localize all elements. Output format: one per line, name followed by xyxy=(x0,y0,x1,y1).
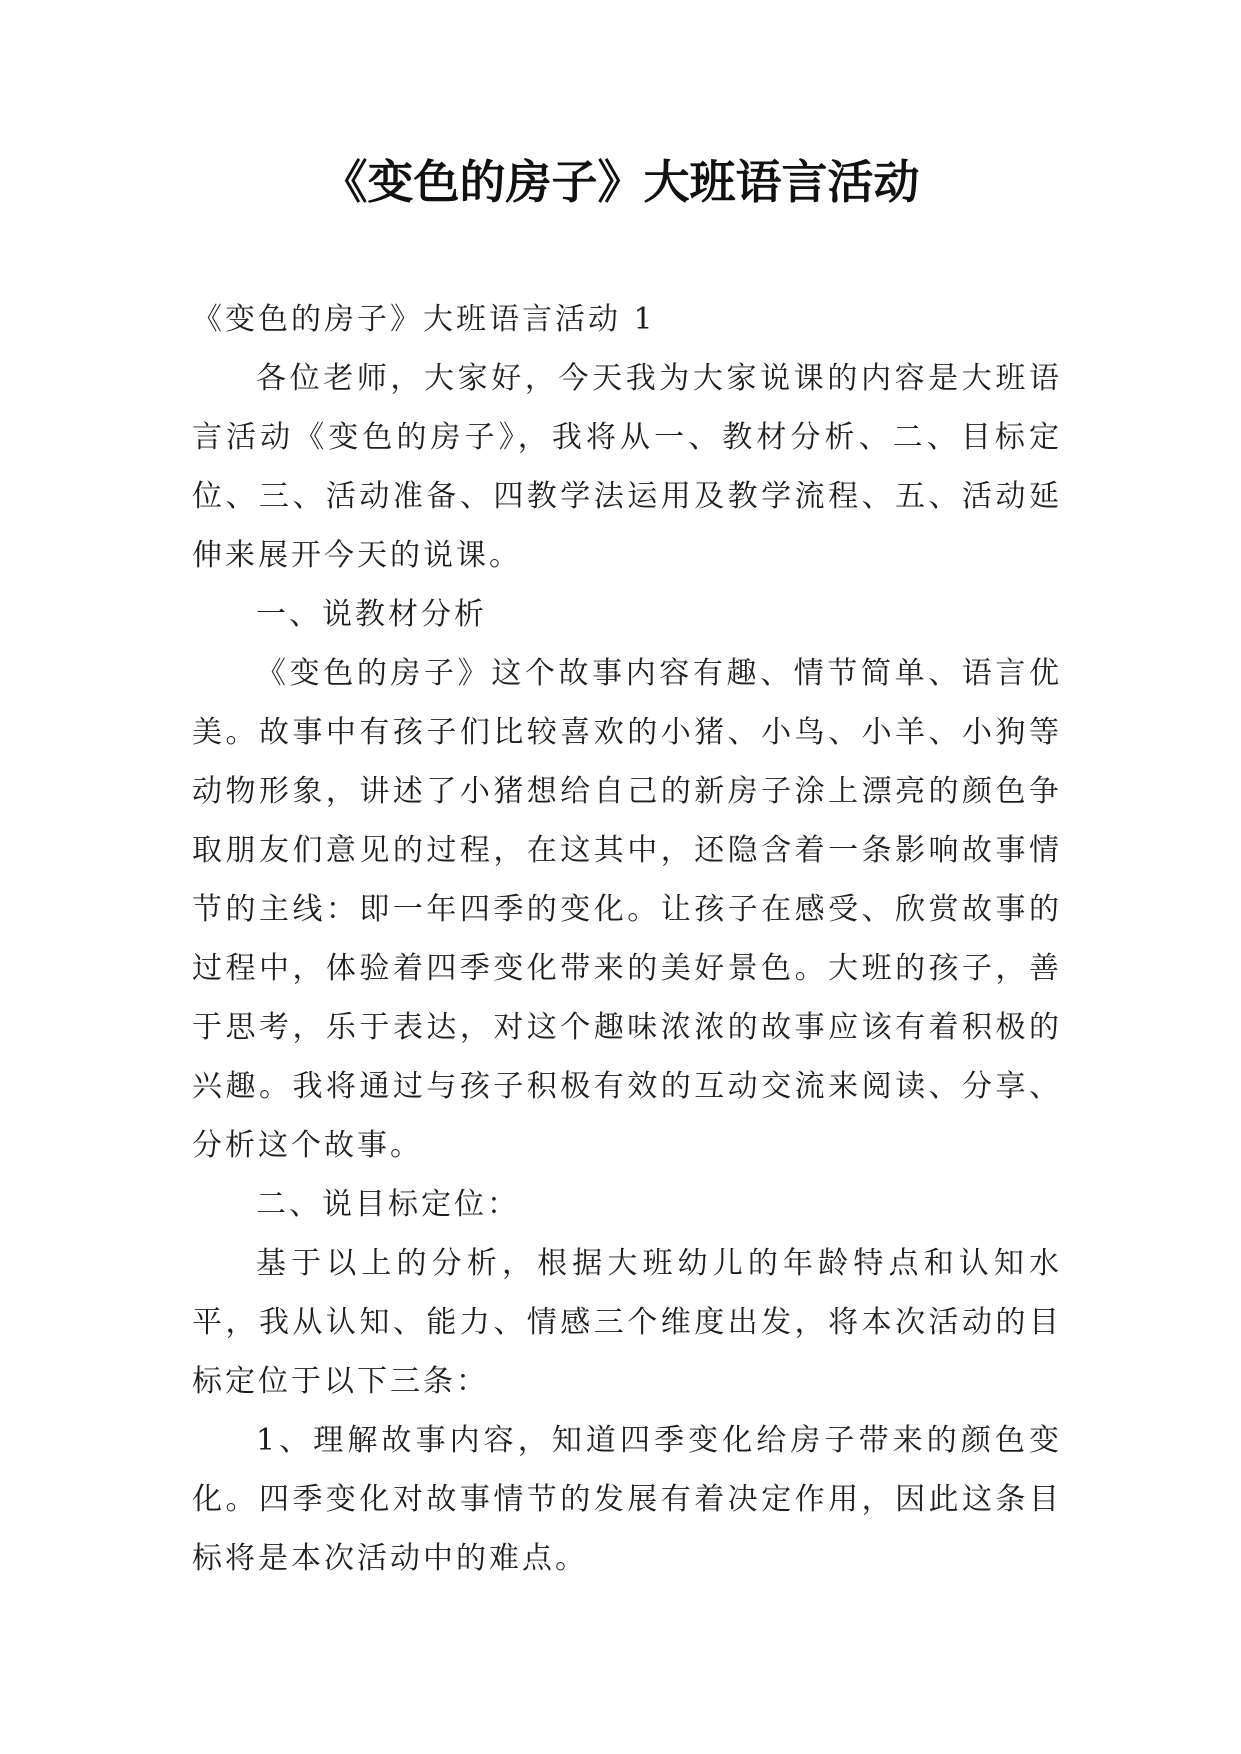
heading-goal-positioning: 二、说目标定位： xyxy=(256,1187,520,1222)
paragraph-textbook-analysis: 《变色的房子》这个故事内容有趣、情节简单、语言优美。故事中有孩子们比较喜欢的小猪、小鸟、小羊、小狗等动物形象，讲述了小猪想给自己的新房子涂上漂亮的颜色争取朋友们意见的过程，在这其中，还隐含着一条影响故事情节的主线：即一年四季的变化。让孩子在感受、欣赏故事的过程中，体验着四季变化带来的美好景色。大班的孩子，善于思考，乐于表达，对这个趣味浓浓的故事应该有着积极的兴趣。我将通过与孩子积极有效的互动交流来阅读、分享、分析这个故事。 xyxy=(192,656,1062,1163)
document-title: 《变色的房子》大班语言活动 xyxy=(321,155,920,209)
paragraph-intro: 各位老师，大家好，今天我为大家说课的内容是大班语言活动《变色的房子》，我将从一、教材分析、二、目标定位、三、活动准备、四教学法运用及教学流程、五、活动延伸来展开今天的说课。 xyxy=(192,361,1062,573)
paragraph-goal-positioning: 基于以上的分析，根据大班幼儿的年龄特点和认知水平，我从认知、能力、情感三个维度出发，将本次活动的目标定位于以下三条： xyxy=(192,1246,1062,1399)
section-heading: 《变色的房子》大班语言活动 1 xyxy=(192,302,656,337)
heading-textbook-analysis: 一、说教材分析 xyxy=(256,597,487,632)
document-body xyxy=(192,290,1062,1588)
paragraph-goal-1: 1、理解故事内容，知道四季变化给房子带来的颜色变化。四季变化对故事情节的发展有着决定作用，因此这条目标将是本次活动中的难点。 xyxy=(192,1423,1062,1576)
